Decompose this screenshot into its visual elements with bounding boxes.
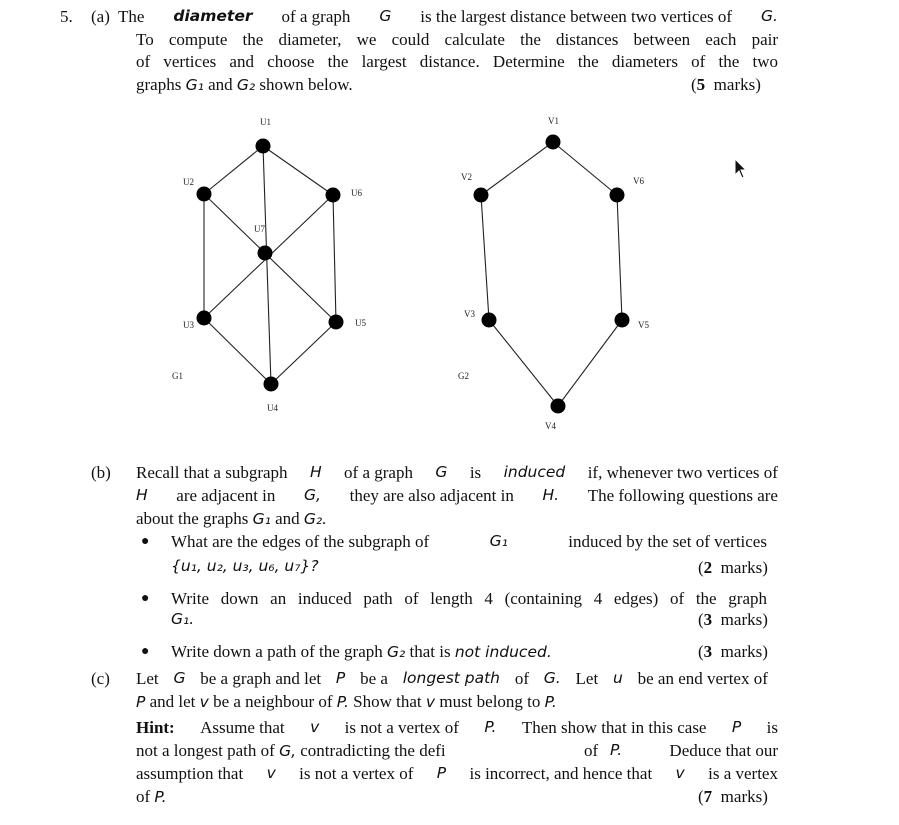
edge-u5-u4 <box>271 322 336 384</box>
vertex-u1 <box>256 139 271 154</box>
bullet-1-icon: ● <box>141 534 150 549</box>
vertex-v1 <box>546 135 561 150</box>
part-c-marks: (7 marks) <box>698 787 768 806</box>
part-a-label: (a) <box>91 7 110 26</box>
edge-u6-u5 <box>333 195 336 322</box>
part-b-line1: Recall that a subgraph H of a graph G is induced if, whenever two vertices of <box>136 463 778 482</box>
label-g2: G2 <box>458 371 469 381</box>
label-v2: V2 <box>461 172 472 182</box>
vertex-v3 <box>482 313 497 328</box>
bullet-2-icon: ● <box>141 591 150 606</box>
edge-v1-v2 <box>481 142 553 195</box>
part-a-line2: To compute the diameter, we could calculate the distances between each pair <box>136 30 778 49</box>
graph-g2-vertices <box>474 135 630 414</box>
label-u4: U4 <box>267 403 278 413</box>
label-v4: V4 <box>545 421 556 431</box>
label-v3: V3 <box>464 309 475 319</box>
label-u5: U5 <box>355 318 366 328</box>
part-b-bullet1-line1: What are the edges of the subgraph of G₁ induced by the set of vertices <box>171 532 767 551</box>
part-c-line2: P and let v be a neighbour of P. Show that v must belong to P. <box>136 692 557 711</box>
label-u1: U1 <box>260 117 271 127</box>
vertex-u3 <box>197 311 212 326</box>
label-v1: V1 <box>548 116 559 126</box>
part-c-hint-line4: of P. <box>136 787 167 806</box>
bullet-3-icon: ● <box>141 644 150 659</box>
edge-u1-u6 <box>263 146 333 195</box>
question-number: 5. <box>60 7 73 26</box>
vertex-v5 <box>615 313 630 328</box>
vertex-u7 <box>258 246 273 261</box>
edge-u3-u4 <box>204 318 271 384</box>
part-b-bullet1-marks: (2 marks) <box>698 558 768 577</box>
mouse-pointer-icon <box>734 158 748 180</box>
part-b-bullet2-marks: (3 marks) <box>698 610 768 629</box>
part-c-line1: Let G be a graph and let P be a longest path of G. Let u be an end vertex of <box>136 669 768 688</box>
vertex-v4 <box>551 399 566 414</box>
edge-v1-v6 <box>553 142 617 195</box>
part-b-label: (b) <box>91 463 111 482</box>
part-a-line4: graphs G₁ and G₂ shown below. <box>136 75 353 94</box>
part-a-line1: The diameter of a graph G is the largest distance between two vertices of G. <box>118 7 778 26</box>
edge-v3-v4 <box>489 320 558 406</box>
part-b-bullet3-marks: (3 marks) <box>698 642 768 661</box>
part-c-hint-line3: assumption that v is not a vertex of P is incorrect, and hence that v is a vertex <box>136 764 778 783</box>
label-v5: V5 <box>638 320 649 330</box>
label-g1: G1 <box>172 371 183 381</box>
part-a-line3: of vertices and choose the largest distance. Determine the diameters of the two <box>136 52 778 71</box>
edge-v5-v4 <box>558 320 622 406</box>
vertex-u6 <box>326 188 341 203</box>
edge-v2-v3 <box>481 195 489 320</box>
label-v6: V6 <box>633 176 644 186</box>
part-b-line2: H are adjacent in G, they are also adjacent in H. The following questions are <box>136 486 778 505</box>
part-c-label: (c) <box>91 669 110 688</box>
part-c-hint-line2: not a longest path of G, contradicting the defi of P. Deduce that our <box>136 741 778 760</box>
edge-v6-v5 <box>617 195 622 320</box>
label-u2: U2 <box>183 177 194 187</box>
edge-u1-u2 <box>204 146 263 194</box>
vertex-u2 <box>197 187 212 202</box>
part-b-bullet1-set: {u₁, u₂, u₃, u₆, u₇}? <box>171 557 319 575</box>
part-c-hint-line1: Hint: Assume that v is not a vertex of P. Then show that in this case P is <box>136 718 778 737</box>
part-b-bullet2-g1: G₁. <box>171 610 195 628</box>
part-b-line3: about the graphs G₁ and G₂. <box>136 509 328 528</box>
part-a-marks: (5 marks) <box>691 75 761 94</box>
vertex-v2 <box>474 188 489 203</box>
label-u3: U3 <box>183 320 194 330</box>
vertex-u5 <box>329 315 344 330</box>
part-b-bullet2-line1: Write down an induced path of length 4 (containing 4 edges) of the graph <box>171 589 767 608</box>
label-u7: U7 <box>254 224 265 234</box>
edge-u1-u4 <box>263 146 271 384</box>
vertex-u4 <box>264 377 279 392</box>
label-u6: U6 <box>351 188 362 198</box>
part-b-bullet3: Write down a path of the graph G₂ that is not induced. <box>171 642 552 661</box>
graph-g2-edges <box>481 142 622 406</box>
graph-g1-edges <box>204 146 336 384</box>
vertex-v6 <box>610 188 625 203</box>
